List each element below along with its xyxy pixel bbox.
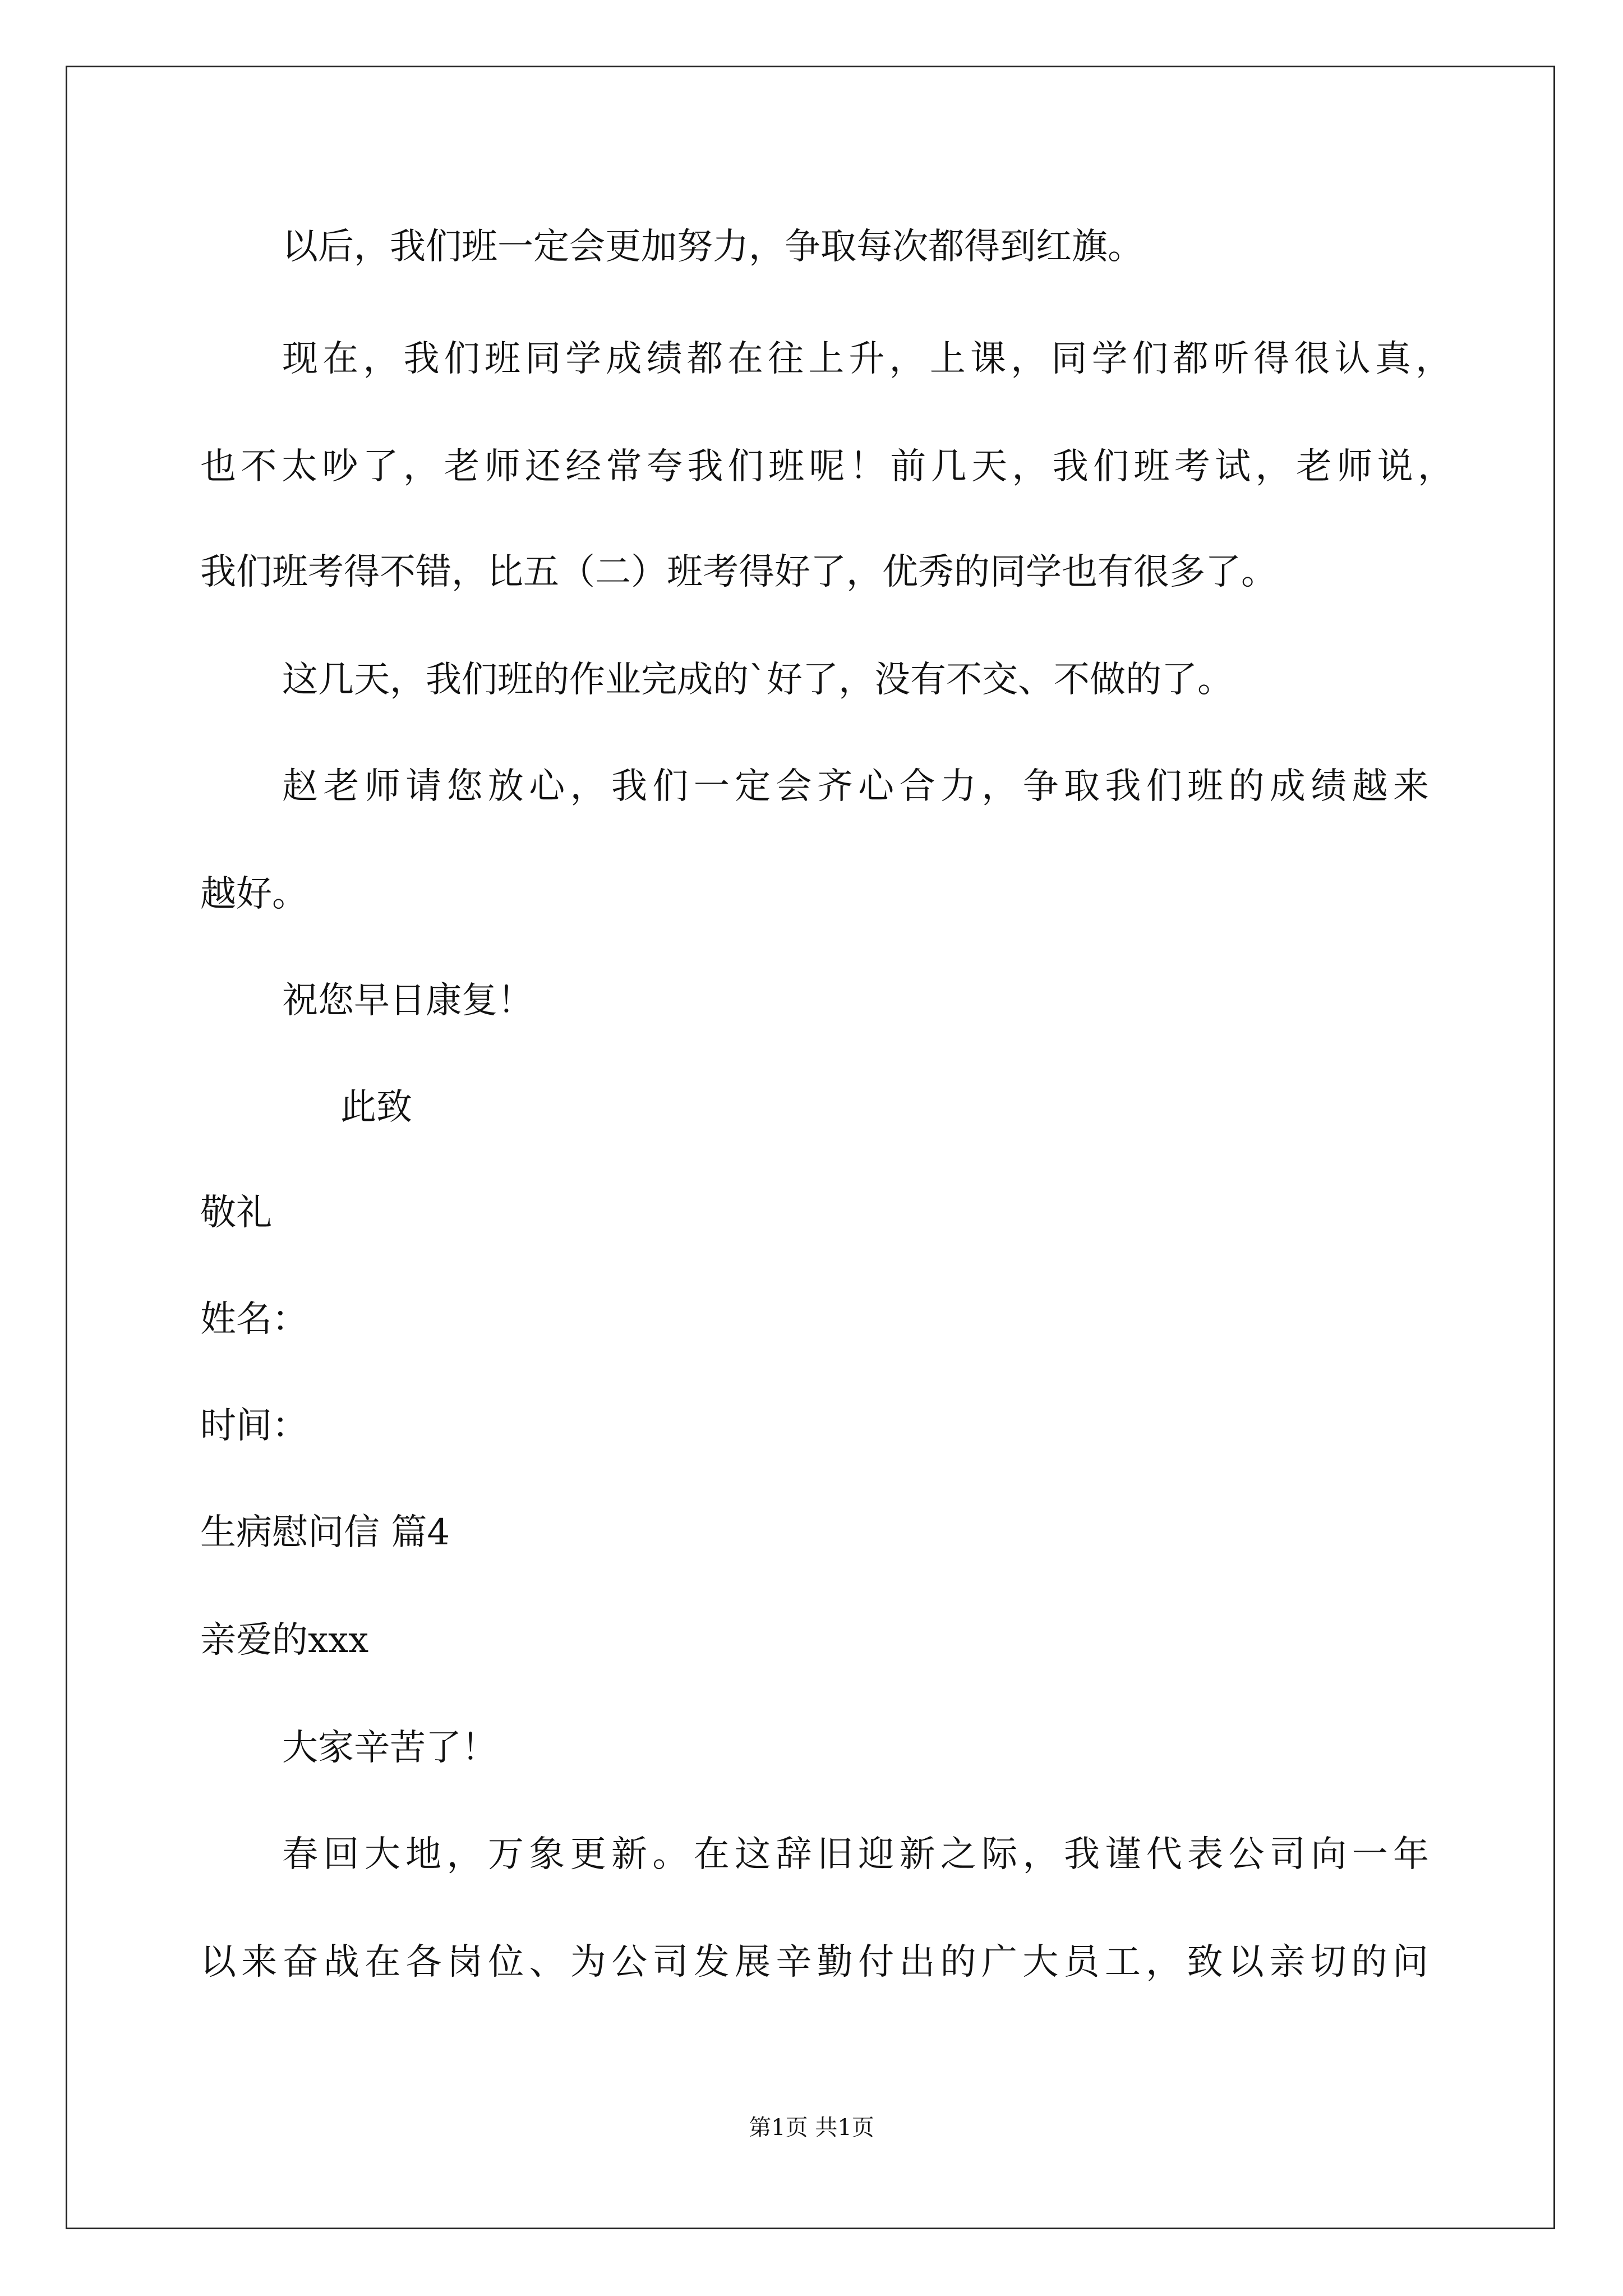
salutation-cizhi: 此致 bbox=[340, 1087, 412, 1128]
name-field-label: 姓名： bbox=[200, 1299, 308, 1340]
closing-wish: 祝您早日康复！ bbox=[282, 980, 533, 1022]
time-field-label: 时间： bbox=[200, 1405, 308, 1447]
paragraph-line: 大家辛苦了！ bbox=[282, 1727, 497, 1769]
paragraph-line: 我们班考得不错，比五（二）班考得好了，优秀的同学也有很多了。 bbox=[200, 551, 1277, 593]
paragraph-line: 现在，我们班同学成绩都在往上升，上课，同学们都听得很认真， bbox=[282, 338, 1451, 380]
paragraph-line: 以后，我们班一定会更加努力，争取每次都得到红旗。 bbox=[282, 226, 1144, 268]
paragraph-line: 以来奋战在各岗位、为公司发展辛勤付出的广大员工，致以亲切的问 bbox=[200, 1941, 1428, 1983]
page-border bbox=[66, 66, 1555, 2229]
section-heading: 生病慰问信 篇4 bbox=[200, 1512, 450, 1553]
paragraph-line: 赵老师请您放心，我们一定会齐心合力，争取我们班的成绩越来 bbox=[282, 766, 1429, 807]
paragraph-line: 也不太吵了，老师还经常夸我们班呢！前几天，我们班考试，老师说， bbox=[200, 446, 1454, 487]
paragraph-line: 春回大地，万象更新。在这辞旧迎新之际，我谨代表公司向一年 bbox=[282, 1834, 1429, 1875]
salutation-jingli: 敬礼 bbox=[200, 1192, 272, 1234]
letter-greeting: 亲爱的xxx bbox=[200, 1619, 369, 1661]
paragraph-line: 越好。 bbox=[200, 873, 308, 915]
page-footer: 第1页 共1页 bbox=[749, 2115, 874, 2141]
paragraph-line: 这几天，我们班的作业完成的`好了，没有不交、不做的了。 bbox=[282, 659, 1233, 701]
